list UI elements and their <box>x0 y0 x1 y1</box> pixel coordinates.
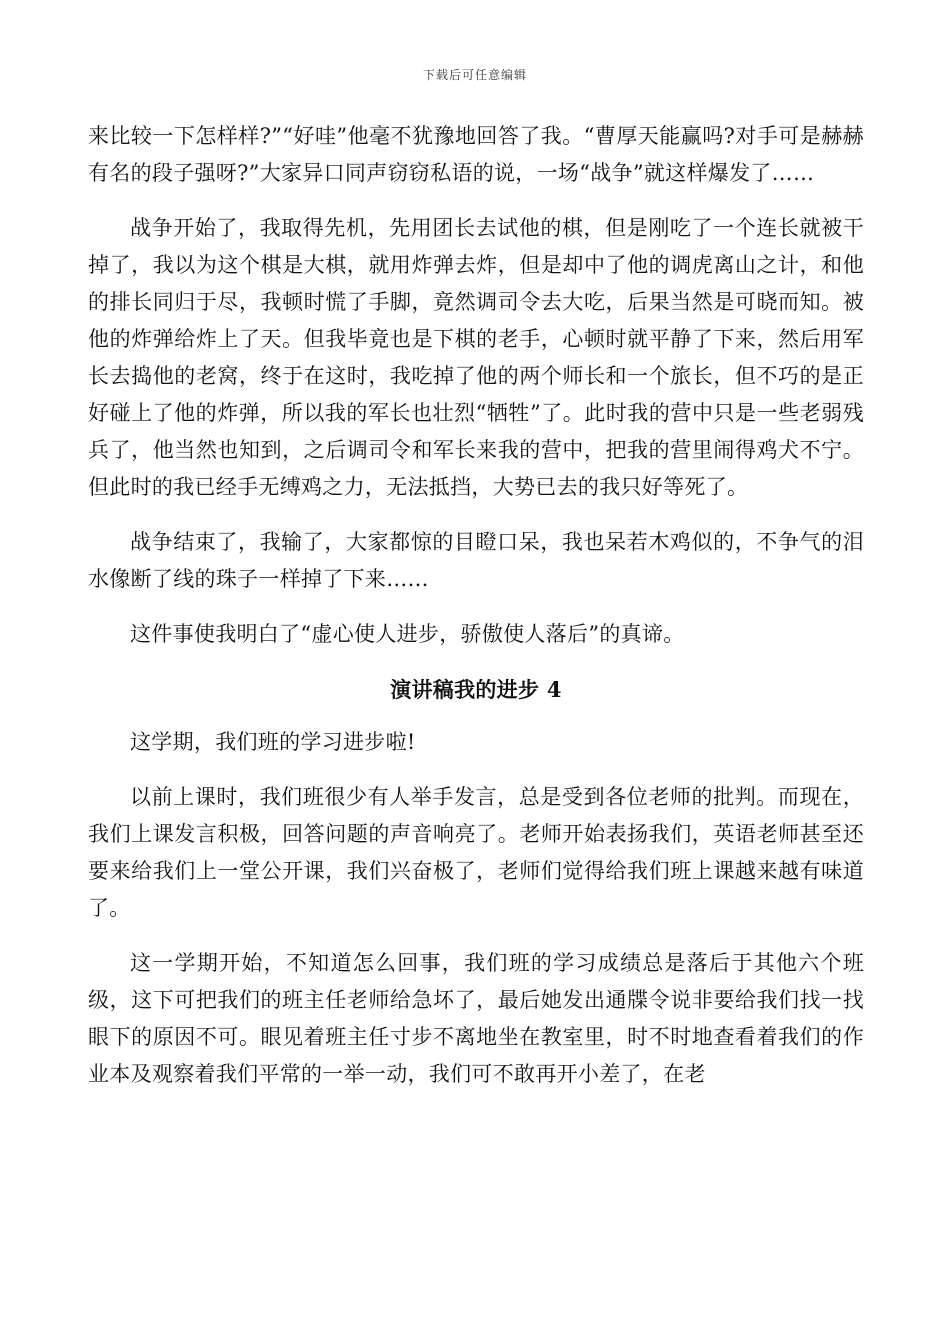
paragraph: 这学期，我们班的学习进步啦! <box>130 730 416 754</box>
paragraph: 战争开始了，我取得先机，先用团长去试他的棋，但是刚吃了一个连长就被干掉了，我以为这个棋是大棋，就用炸弹去炸，但是却中了他的调虎离山之计，和他的排长同归于尽，我顿时慌了手脚，竟然调司令去大吃，后果当然是可晓而知。被他的炸弹给炸上了天。但我毕竟也是下棋的老手，心顿时就平静了下来，然后用军长去捣他的老窝，终于在这时，我吃掉了他的两个师长和一个旅长，但不巧的是正好碰上了他的炸弹，所以我的军长也壮烈“牺牲”了。此时我的营中只是一些老弱残兵了，他当然也知到，之后调司令和军长来我的营中，把我的营里闹得鸡犬不宁。但此时的我已经手无缚鸡之力，无法抵挡，大势已去的我只好等死了。 <box>88 216 864 499</box>
paragraph: 这一学期开始，不知道怎么回事，我们班的学习成绩总是落后于其他六个班级，这下可把我们的班主任老师给急坏了，最后她发出通牒令说非要给我们找一找眼下的原因不可。眼见着班主任寸步不离地坐在教室里，时不时地查看着我们的作业本及观察着我们平常的一举一动，我们可不敢再开小差了，在老 <box>88 951 864 1086</box>
paragraph: 这件事使我明白了“虚心使人进步，骄傲使人落后”的真谛。 <box>130 622 685 646</box>
page-header: 下载后可任意编辑 <box>422 68 527 82</box>
document-body <box>88 118 864 1111</box>
section-title: 演讲稿我的进步 4 <box>390 677 562 702</box>
paragraph: 来比较一下怎样样?”“好哇”他毫不犹豫地回答了我。“曹厚天能赢吗?对手可是赫赫有名的段子强呀?”大家异口同声窃窃私语的说，一场“战争”就这样爆发了…… <box>88 124 864 185</box>
paragraph: 以前上课时，我们班很少有人举手发言，总是受到各位老师的批判。而现在，我们上课发言积极，回答问题的声音响亮了。老师开始表扬我们，英语老师甚至还要来给我们上一堂公开课，我们兴奋极了，老师们觉得给我们班上课越来越有味道了。 <box>88 785 864 920</box>
paragraph: 战争结束了，我输了，大家都惊的目瞪口呆，我也呆若木鸡似的，不争气的泪水像断了线的珠子一样掉了下来…… <box>88 530 864 591</box>
